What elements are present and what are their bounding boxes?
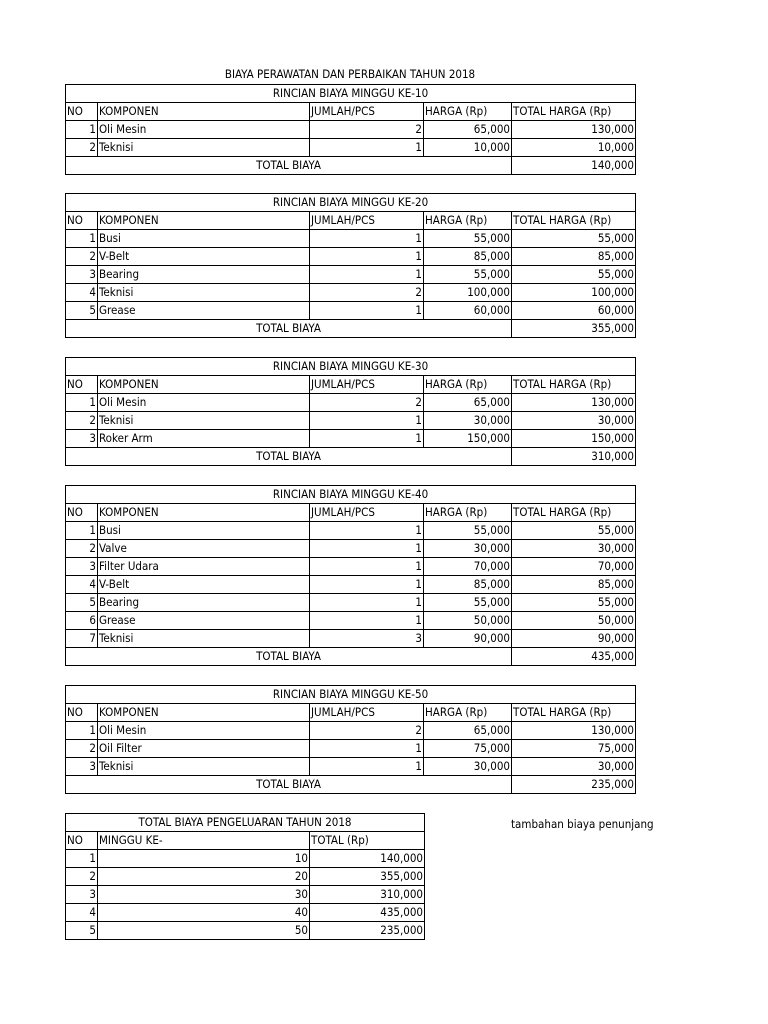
cell-komponen: Teknisi: [98, 284, 310, 302]
cell-no: 1: [66, 850, 98, 868]
cell-harga: 90,000: [424, 630, 512, 648]
table-header-row: [66, 504, 636, 522]
cell-total: 55,000: [512, 266, 636, 284]
total-row: [66, 320, 636, 338]
cell-minggu: 50: [98, 922, 310, 940]
cell-jumlah: 1: [310, 430, 424, 448]
header-minggu: MINGGU KE-: [98, 832, 310, 850]
cell-harga: 70,000: [424, 558, 512, 576]
header-harga: HARGA (Rp): [424, 704, 512, 722]
cell-komponen: Bearing: [98, 266, 310, 284]
cell-no: 3: [66, 758, 98, 776]
cell-harga: 85,000: [424, 248, 512, 266]
table-row: [66, 139, 636, 157]
cell-total: 140,000: [310, 850, 425, 868]
table-header-row: [66, 704, 636, 722]
table-row: [66, 284, 636, 302]
cell-jumlah: 1: [310, 230, 424, 248]
cell-jumlah: 1: [310, 612, 424, 630]
page-title: BIAYA PERAWATAN DAN PERBAIKAN TAHUN 2018: [224, 67, 476, 81]
total-value: 140,000: [512, 157, 636, 175]
table-row: [66, 850, 425, 868]
cell-harga: 65,000: [424, 121, 512, 139]
table-row: [66, 558, 636, 576]
cell-komponen: Oil Filter: [98, 740, 310, 758]
cell-harga: 100,000: [424, 284, 512, 302]
cell-total: 150,000: [512, 430, 636, 448]
cell-harga: 55,000: [424, 230, 512, 248]
cell-no: 1: [66, 522, 98, 540]
table-row: [66, 266, 636, 284]
table-row: [66, 430, 636, 448]
header-jumlah: JUMLAH/PCS: [310, 504, 424, 522]
table-row: [66, 740, 636, 758]
header-total-harga: TOTAL HARGA (Rp): [512, 103, 636, 121]
total-value: 355,000: [512, 320, 636, 338]
header-total-harga: TOTAL HARGA (Rp): [512, 212, 636, 230]
cell-total: 90,000: [512, 630, 636, 648]
cell-total: 30,000: [512, 540, 636, 558]
cell-total: 55,000: [512, 594, 636, 612]
cell-komponen: Filter Udara: [98, 558, 310, 576]
cell-minggu: 30: [98, 886, 310, 904]
cell-komponen: Oli Mesin: [98, 394, 310, 412]
header-no: NO: [66, 376, 98, 394]
week-table-title: RINCIAN BIAYA MINGGU KE-30: [66, 358, 636, 376]
cell-no: 5: [66, 594, 98, 612]
table-header-row: [66, 376, 636, 394]
cell-harga: 85,000: [424, 576, 512, 594]
cell-jumlah: 1: [310, 558, 424, 576]
header-no: NO: [66, 832, 98, 850]
header-no: NO: [66, 704, 98, 722]
cell-komponen: Oli Mesin: [98, 121, 310, 139]
cell-no: 5: [66, 302, 98, 320]
cell-komponen: V-Belt: [98, 248, 310, 266]
cell-no: 4: [66, 576, 98, 594]
cell-jumlah: 2: [310, 722, 424, 740]
cell-no: 5: [66, 922, 98, 940]
cell-harga: 55,000: [424, 266, 512, 284]
week-table: [65, 84, 636, 175]
header-total: TOTAL (Rp): [310, 832, 425, 850]
cell-total: 30,000: [512, 758, 636, 776]
cell-no: 6: [66, 612, 98, 630]
cell-minggu: 10: [98, 850, 310, 868]
cell-no: 2: [66, 868, 98, 886]
cell-no: 2: [66, 740, 98, 758]
cell-no: 7: [66, 630, 98, 648]
cell-no: 2: [66, 540, 98, 558]
header-komponen: KOMPONEN: [98, 376, 310, 394]
cell-komponen: Teknisi: [98, 630, 310, 648]
total-label: TOTAL BIAYA: [66, 157, 512, 175]
cell-total: 435,000: [310, 904, 425, 922]
cell-no: 1: [66, 121, 98, 139]
cell-jumlah: 1: [310, 740, 424, 758]
cell-komponen: Valve: [98, 540, 310, 558]
header-jumlah: JUMLAH/PCS: [310, 376, 424, 394]
table-row: [66, 904, 425, 922]
header-jumlah: JUMLAH/PCS: [310, 704, 424, 722]
cell-harga: 65,000: [424, 394, 512, 412]
cell-jumlah: 2: [310, 121, 424, 139]
cell-total: 235,000: [310, 922, 425, 940]
cell-no: 1: [66, 394, 98, 412]
cell-harga: 60,000: [424, 302, 512, 320]
total-row: [66, 648, 636, 666]
table-row: [66, 540, 636, 558]
cell-komponen: Oli Mesin: [98, 722, 310, 740]
total-label: TOTAL BIAYA: [66, 320, 512, 338]
side-note: tambahan biaya penunjang: [511, 817, 654, 831]
cell-jumlah: 1: [310, 594, 424, 612]
cell-harga: 10,000: [424, 139, 512, 157]
table-header-row: [66, 832, 425, 850]
header-jumlah: JUMLAH/PCS: [310, 103, 424, 121]
header-no: NO: [66, 504, 98, 522]
table-row: [66, 302, 636, 320]
cell-harga: 150,000: [424, 430, 512, 448]
header-harga: HARGA (Rp): [424, 504, 512, 522]
cell-jumlah: 1: [310, 248, 424, 266]
table-row: [66, 722, 636, 740]
table-row: [66, 594, 636, 612]
cell-no: 2: [66, 412, 98, 430]
week-table: [65, 685, 636, 794]
cell-harga: 55,000: [424, 594, 512, 612]
header-total-harga: TOTAL HARGA (Rp): [512, 376, 636, 394]
cell-minggu: 20: [98, 868, 310, 886]
cell-harga: 55,000: [424, 522, 512, 540]
cell-no: 3: [66, 886, 98, 904]
cell-komponen: Grease: [98, 612, 310, 630]
cell-komponen: Grease: [98, 302, 310, 320]
header-komponen: KOMPONEN: [98, 704, 310, 722]
cell-total: 70,000: [512, 558, 636, 576]
table-row: [66, 612, 636, 630]
cell-jumlah: 1: [310, 758, 424, 776]
header-harga: HARGA (Rp): [424, 212, 512, 230]
total-value: 435,000: [512, 648, 636, 666]
cell-harga: 50,000: [424, 612, 512, 630]
table-row: [66, 886, 425, 904]
cell-komponen: Busi: [98, 230, 310, 248]
header-no: NO: [66, 103, 98, 121]
cell-jumlah: 1: [310, 522, 424, 540]
table-row: [66, 576, 636, 594]
cell-total: 85,000: [512, 248, 636, 266]
cell-jumlah: 1: [310, 576, 424, 594]
cell-komponen: Bearing: [98, 594, 310, 612]
cell-jumlah: 2: [310, 394, 424, 412]
cell-total: 55,000: [512, 230, 636, 248]
cell-no: 1: [66, 230, 98, 248]
cell-jumlah: 3: [310, 630, 424, 648]
header-harga: HARGA (Rp): [424, 103, 512, 121]
table-row: [66, 922, 425, 940]
total-row: [66, 776, 636, 794]
table-row: [66, 412, 636, 430]
header-komponen: KOMPONEN: [98, 212, 310, 230]
cell-komponen: Roker Arm: [98, 430, 310, 448]
week-table-title: RINCIAN BIAYA MINGGU KE-50: [66, 686, 636, 704]
cell-komponen: Busi: [98, 522, 310, 540]
cell-total: 85,000: [512, 576, 636, 594]
header-total-harga: TOTAL HARGA (Rp): [512, 504, 636, 522]
cell-total: 60,000: [512, 302, 636, 320]
cell-komponen: Teknisi: [98, 758, 310, 776]
cell-total: 355,000: [310, 868, 425, 886]
summary-title: TOTAL BIAYA PENGELUARAN TAHUN 2018: [66, 814, 425, 832]
cell-komponen: Teknisi: [98, 139, 310, 157]
cell-total: 55,000: [512, 522, 636, 540]
cell-no: 3: [66, 430, 98, 448]
header-total-harga: TOTAL HARGA (Rp): [512, 704, 636, 722]
cell-jumlah: 1: [310, 266, 424, 284]
total-label: TOTAL BIAYA: [66, 776, 512, 794]
header-jumlah: JUMLAH/PCS: [310, 212, 424, 230]
cell-total: 310,000: [310, 886, 425, 904]
table-header-row: [66, 212, 636, 230]
cell-total: 130,000: [512, 121, 636, 139]
week-table-title: RINCIAN BIAYA MINGGU KE-10: [66, 85, 636, 103]
week-table: [65, 193, 636, 338]
table-row: [66, 230, 636, 248]
week-table-title: RINCIAN BIAYA MINGGU KE-40: [66, 486, 636, 504]
table-row: [66, 868, 425, 886]
cell-total: 75,000: [512, 740, 636, 758]
header-komponen: KOMPONEN: [98, 504, 310, 522]
cell-total: 130,000: [512, 722, 636, 740]
cell-jumlah: 1: [310, 412, 424, 430]
table-row: [66, 394, 636, 412]
cell-komponen: V-Belt: [98, 576, 310, 594]
header-harga: HARGA (Rp): [424, 376, 512, 394]
cell-harga: 65,000: [424, 722, 512, 740]
cell-jumlah: 1: [310, 302, 424, 320]
cell-no: 4: [66, 904, 98, 922]
summary-table: [65, 813, 425, 940]
cell-total: 30,000: [512, 412, 636, 430]
table-row: [66, 758, 636, 776]
cell-harga: 30,000: [424, 412, 512, 430]
header-komponen: KOMPONEN: [98, 103, 310, 121]
total-value: 310,000: [512, 448, 636, 466]
cell-komponen: Teknisi: [98, 412, 310, 430]
week-table: [65, 485, 636, 666]
cell-harga: 30,000: [424, 758, 512, 776]
table-row: [66, 248, 636, 266]
total-value: 235,000: [512, 776, 636, 794]
cell-harga: 75,000: [424, 740, 512, 758]
cell-no: 1: [66, 722, 98, 740]
cell-no: 3: [66, 558, 98, 576]
cell-no: 2: [66, 248, 98, 266]
cell-total: 130,000: [512, 394, 636, 412]
cell-minggu: 40: [98, 904, 310, 922]
table-row: [66, 121, 636, 139]
cell-no: 4: [66, 284, 98, 302]
cell-jumlah: 1: [310, 139, 424, 157]
cell-no: 3: [66, 266, 98, 284]
header-no: NO: [66, 212, 98, 230]
cell-no: 2: [66, 139, 98, 157]
total-label: TOTAL BIAYA: [66, 648, 512, 666]
total-row: [66, 157, 636, 175]
cell-jumlah: 1: [310, 540, 424, 558]
table-header-row: [66, 103, 636, 121]
table-row: [66, 630, 636, 648]
cell-total: 100,000: [512, 284, 636, 302]
cell-jumlah: 2: [310, 284, 424, 302]
week-table: [65, 357, 636, 466]
cell-total: 50,000: [512, 612, 636, 630]
table-row: [66, 522, 636, 540]
cell-harga: 30,000: [424, 540, 512, 558]
total-row: [66, 448, 636, 466]
cell-total: 10,000: [512, 139, 636, 157]
total-label: TOTAL BIAYA: [66, 448, 512, 466]
week-table-title: RINCIAN BIAYA MINGGU KE-20: [66, 194, 636, 212]
